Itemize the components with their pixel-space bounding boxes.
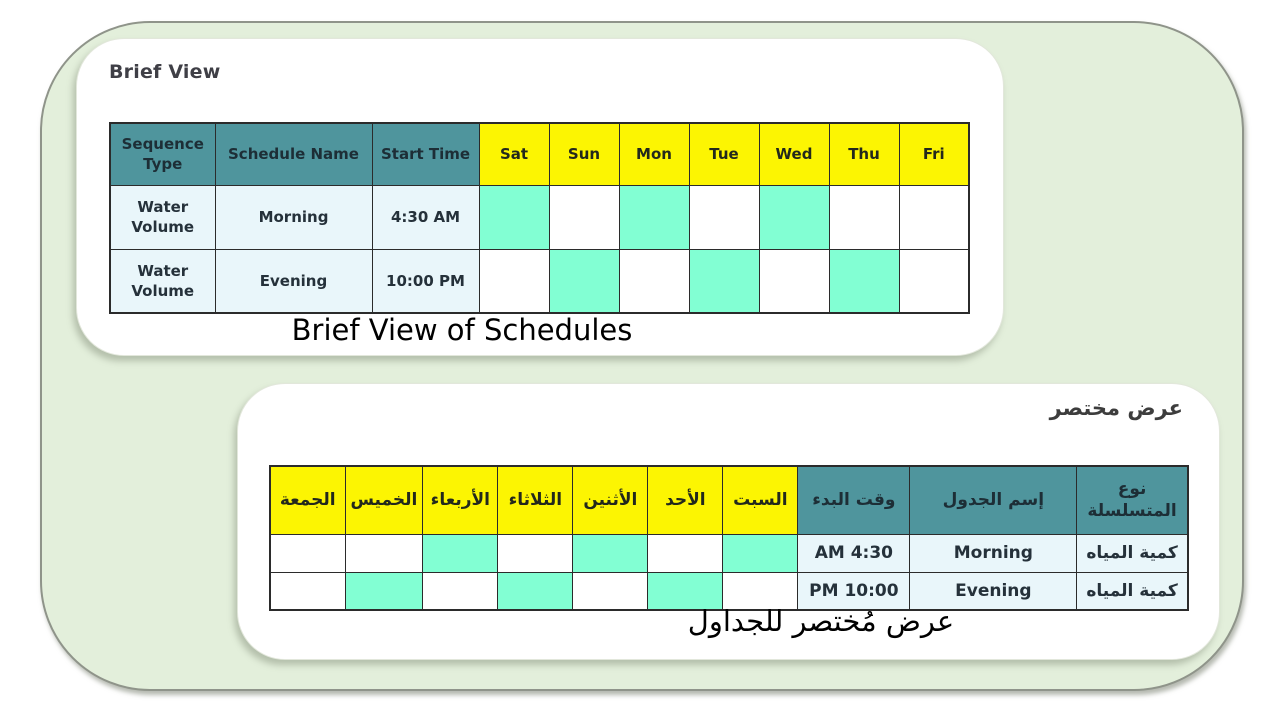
day-cell (899, 249, 969, 313)
cell-start-time: 4:30 AM (372, 185, 479, 249)
schedule-table (269, 465, 1189, 611)
day-header-cell: السبت (723, 466, 798, 534)
info-header-cell: Schedule Name (215, 123, 372, 185)
day-header-cell: الأحد (648, 466, 723, 534)
cell-schedule-name: Evening (910, 572, 1077, 610)
day-cell (759, 249, 829, 313)
day-header-cell: Sat (479, 123, 549, 185)
day-cell-active (759, 185, 829, 249)
day-header-cell: Wed (759, 123, 829, 185)
day-cell (648, 534, 723, 572)
schedule-table-en (109, 122, 970, 314)
day-header-cell: Mon (619, 123, 689, 185)
day-cell-active (549, 249, 619, 313)
caption-ar: عرض مُختصر للجداول (687, 604, 955, 638)
day-cell (619, 249, 689, 313)
info-header-cell: وقت البدء (798, 466, 910, 534)
day-cell (899, 185, 969, 249)
day-cell (345, 534, 423, 572)
day-cell-active (619, 185, 689, 249)
table-row (110, 249, 969, 313)
info-header-cell: إسم الجدول (910, 466, 1077, 534)
cell-start-time: 10:00 PM (798, 572, 910, 610)
day-header-cell: Fri (899, 123, 969, 185)
day-cell (270, 572, 345, 610)
table-row (270, 534, 1188, 572)
schedule-table (109, 122, 970, 314)
brief-view-card-en (76, 38, 1004, 356)
info-header-cell: Sequence Type (110, 123, 215, 185)
header-row (270, 466, 1188, 534)
day-cell-active (498, 572, 573, 610)
cell-schedule-name: Morning (910, 534, 1077, 572)
schedule-table-ar (269, 465, 1189, 611)
day-header-cell: Thu (829, 123, 899, 185)
brief-view-card-ar (237, 383, 1220, 660)
day-header-cell: الجمعة (270, 466, 345, 534)
cell-schedule-name: Morning (215, 185, 372, 249)
cell-start-time: 10:00 PM (372, 249, 479, 313)
cell-sequence-type: كمية المياه (1077, 572, 1188, 610)
day-header-cell: الخميس (345, 466, 423, 534)
day-header-cell: الثلاثاء (498, 466, 573, 534)
info-header-cell: نوع المتسلسلة (1077, 466, 1188, 534)
info-header-cell: Start Time (372, 123, 479, 185)
cell-sequence-type: كمية المياه (1077, 534, 1188, 572)
cell-start-time: 4:30 AM (798, 534, 910, 572)
cell-schedule-name: Evening (215, 249, 372, 313)
day-cell (270, 534, 345, 572)
page-title-en: Brief View (109, 61, 221, 83)
day-header-cell: Tue (689, 123, 759, 185)
day-cell-active (829, 249, 899, 313)
day-cell (498, 534, 573, 572)
day-header-cell: الأربعاء (423, 466, 498, 534)
header-row (110, 123, 969, 185)
day-cell (829, 185, 899, 249)
cell-sequence-type: Water Volume (110, 185, 215, 249)
day-cell (423, 572, 498, 610)
day-cell-active (345, 572, 423, 610)
day-header-cell: Sun (549, 123, 619, 185)
day-cell (549, 185, 619, 249)
day-cell-active (423, 534, 498, 572)
day-cell-active (689, 249, 759, 313)
cell-sequence-type: Water Volume (110, 249, 215, 313)
day-cell (689, 185, 759, 249)
day-cell-active (723, 534, 798, 572)
day-header-cell: الأثنين (573, 466, 648, 534)
caption-en: Brief View of Schedules (291, 313, 633, 347)
day-cell-active (479, 185, 549, 249)
day-cell (479, 249, 549, 313)
table-row (110, 185, 969, 249)
day-cell-active (573, 534, 648, 572)
page-title-ar: عرض مختصر (1049, 396, 1183, 420)
